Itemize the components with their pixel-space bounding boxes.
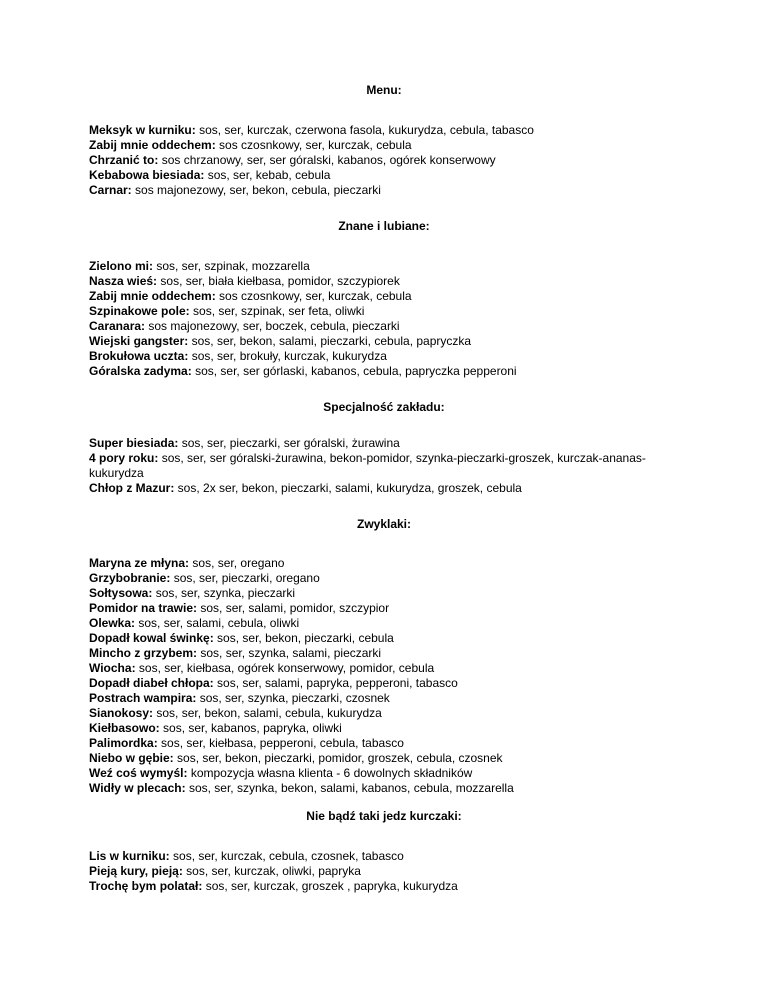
item-ingredients: sos, ser, bekon, pieczarki, pomidor, groszek, cebula, czosnek	[177, 751, 503, 765]
menu-item	[89, 304, 659, 319]
item-ingredients: sos czosnkowy, ser, kurczak, cebula	[219, 138, 412, 152]
item-ingredients: sos chrzanowy, ser, ser góralski, kabanos, ogórek konserwowy	[161, 153, 496, 167]
menu-item	[89, 646, 659, 661]
menu-item	[89, 736, 659, 751]
item-name: Sołtysowa:	[89, 586, 153, 600]
item-name: Kiełbasowo:	[89, 721, 160, 735]
item-name: Nasza wieś:	[89, 274, 158, 288]
menu-item	[89, 676, 659, 691]
menu-item	[89, 451, 659, 481]
item-ingredients: sos, ser, oregano	[192, 556, 285, 570]
item-name: Carnar:	[89, 183, 132, 197]
item-name: Super biesiada:	[89, 436, 179, 450]
item-name: Maryna ze młyna:	[89, 556, 190, 570]
item-ingredients: sos, ser, szpinak, ser feta, oliwki	[193, 304, 365, 318]
item-name: Palimordka:	[89, 736, 158, 750]
item-ingredients: sos, ser, kurczak, cebula, czosnek, tabasco	[173, 849, 404, 863]
menu-item	[89, 751, 659, 766]
item-name: 4 pory roku:	[89, 451, 159, 465]
section-heading-specjalnosc: Specjalność zakładu:	[323, 400, 445, 414]
section-list-znane	[89, 259, 659, 379]
menu-item	[89, 436, 659, 451]
item-name: Lis w kurniku:	[89, 849, 170, 863]
item-ingredients: sos majonezowy, ser, bekon, cebula, pieczarki	[135, 183, 381, 197]
item-ingredients: sos, ser, bekon, pieczarki, cebula	[217, 631, 394, 645]
item-ingredients: sos, 2x ser, bekon, pieczarki, salami, kukurydza, groszek, cebula	[177, 481, 522, 495]
item-ingredients: sos, ser, ser góralski-żurawina, bekon-pomidor, szynka-pieczarki-groszek, kurczak-ananas-kukurydza	[89, 451, 646, 480]
item-name: Zabij mnie oddechem:	[89, 138, 216, 152]
menu-item	[89, 334, 659, 349]
item-ingredients: sos, ser, salami, cebula, oliwki	[138, 616, 300, 630]
menu-item	[89, 616, 659, 631]
item-ingredients: sos, ser, kurczak, groszek , papryka, kukurydza	[205, 879, 458, 893]
item-ingredients: sos, ser, kiełbasa, pepperoni, cebula, tabasco	[161, 736, 404, 750]
item-name: Mincho z grzybem:	[89, 646, 198, 660]
item-ingredients: sos, ser, salami, papryka, pepperoni, tabasco	[217, 676, 458, 690]
item-ingredients: kompozycja własna klienta - 6 dowolnych składników	[190, 766, 473, 780]
item-name: Pomidor na trawie:	[89, 601, 198, 615]
section-heading-menu: Menu:	[366, 83, 402, 97]
item-name: Chłop z Mazur:	[89, 481, 175, 495]
item-ingredients: sos, ser, szynka, bekon, salami, kabanos, cebula, mozzarella	[188, 781, 514, 795]
menu-item	[89, 153, 659, 168]
item-name: Zabij mnie oddechem:	[89, 289, 216, 303]
section-heading-zwyklaki: Zwyklaki:	[356, 517, 412, 531]
menu-item	[89, 864, 659, 879]
item-ingredients: sos, ser, szynka, pieczarki	[155, 586, 296, 600]
item-name: Meksyk w kurniku:	[89, 123, 196, 137]
item-ingredients: sos, ser, kebab, cebula	[207, 168, 331, 182]
item-ingredients: sos, ser, biała kiełbasa, pomidor, szczypiorek	[160, 274, 400, 288]
item-ingredients: sos czosnkowy, ser, kurczak, cebula	[219, 289, 412, 303]
item-name: Wiejski gangster:	[89, 334, 189, 348]
menu-item	[89, 319, 659, 334]
menu-item	[89, 706, 659, 721]
menu-item	[89, 849, 659, 864]
menu-item	[89, 481, 659, 496]
item-name: Góralska zadyma:	[89, 364, 192, 378]
item-ingredients: sos, ser, kurczak, oliwki, papryka	[186, 864, 361, 878]
item-name: Grzybobranie:	[89, 571, 171, 585]
menu-item	[89, 259, 659, 274]
section-heading-znane: Znane i lubiane:	[338, 219, 430, 233]
menu-item	[89, 781, 659, 796]
item-ingredients: sos, ser, brokuły, kurczak, kukurydza	[191, 349, 387, 363]
menu-item	[89, 289, 659, 304]
menu-item	[89, 123, 659, 138]
menu-item	[89, 721, 659, 736]
item-ingredients: sos, ser, pieczarki, oregano	[173, 571, 320, 585]
menu-item	[89, 138, 659, 153]
item-ingredients: sos, ser, szynka, salami, pieczarki	[200, 646, 382, 660]
item-ingredients: sos majonezowy, ser, boczek, cebula, pieczarki	[148, 319, 400, 333]
item-ingredients: sos, ser, bekon, salami, cebula, kukurydza	[156, 706, 382, 720]
item-ingredients: sos, ser, szynka, pieczarki, czosnek	[199, 691, 390, 705]
menu-item	[89, 556, 659, 571]
item-name: Widły w plecach:	[89, 781, 186, 795]
item-ingredients: sos, ser, pieczarki, ser góralski, żurawina	[181, 436, 400, 450]
item-name: Chrzanić to:	[89, 153, 159, 167]
item-name: Olewka:	[89, 616, 136, 630]
menu-item	[89, 879, 659, 894]
menu-item	[89, 631, 659, 646]
item-ingredients: sos, ser, kabanos, papryka, oliwki	[163, 721, 342, 735]
item-name: Zielono mi:	[89, 259, 153, 273]
section-heading-kurczaki: Nie bądź taki jedz kurczaki:	[306, 809, 462, 823]
item-ingredients: sos, ser, kiełbasa, ogórek konserwowy, pomidor, cebula	[138, 661, 435, 675]
menu-item	[89, 571, 659, 586]
menu-item	[89, 168, 659, 183]
item-name: Brokułowa uczta:	[89, 349, 189, 363]
menu-item	[89, 274, 659, 289]
item-ingredients: sos, ser, kurczak, czerwona fasola, kukurydza, cebula, tabasco	[199, 123, 534, 137]
item-name: Dopadł diabeł chłopa:	[89, 676, 214, 690]
item-name: Sianokosy:	[89, 706, 154, 720]
item-name: Kebabowa biesiada:	[89, 168, 205, 182]
item-name: Caranara:	[89, 319, 146, 333]
menu-item	[89, 183, 659, 198]
item-name: Niebo w gębie:	[89, 751, 174, 765]
item-ingredients: sos, ser, szpinak, mozzarella	[156, 259, 310, 273]
item-name: Postrach wampira:	[89, 691, 197, 705]
menu-item	[89, 349, 659, 364]
item-ingredients: sos, ser, bekon, salami, pieczarki, cebula, papryczka	[191, 334, 472, 348]
item-name: Szpinakowe pole:	[89, 304, 190, 318]
item-ingredients: sos, ser, ser górlaski, kabanos, cebula, papryczka pepperoni	[195, 364, 517, 378]
item-name: Weź coś wymyśl:	[89, 766, 188, 780]
menu-item	[89, 364, 659, 379]
item-name: Dopadł kowal świnkę:	[89, 631, 214, 645]
section-list-zwyklaki	[89, 556, 659, 796]
menu-item	[89, 691, 659, 706]
item-name: Wiocha:	[89, 661, 136, 675]
menu-item	[89, 601, 659, 616]
section-list-specjalnosc	[89, 436, 659, 496]
item-name: Pieją kury, pieją:	[89, 864, 183, 878]
item-name: Trochę bym polatał:	[89, 879, 203, 893]
section-list-menu	[89, 123, 659, 198]
menu-item	[89, 661, 659, 676]
section-list-kurczaki	[89, 849, 659, 894]
menu-item	[89, 766, 659, 781]
menu-item	[89, 586, 659, 601]
item-ingredients: sos, ser, salami, pomidor, szczypior	[200, 601, 390, 615]
